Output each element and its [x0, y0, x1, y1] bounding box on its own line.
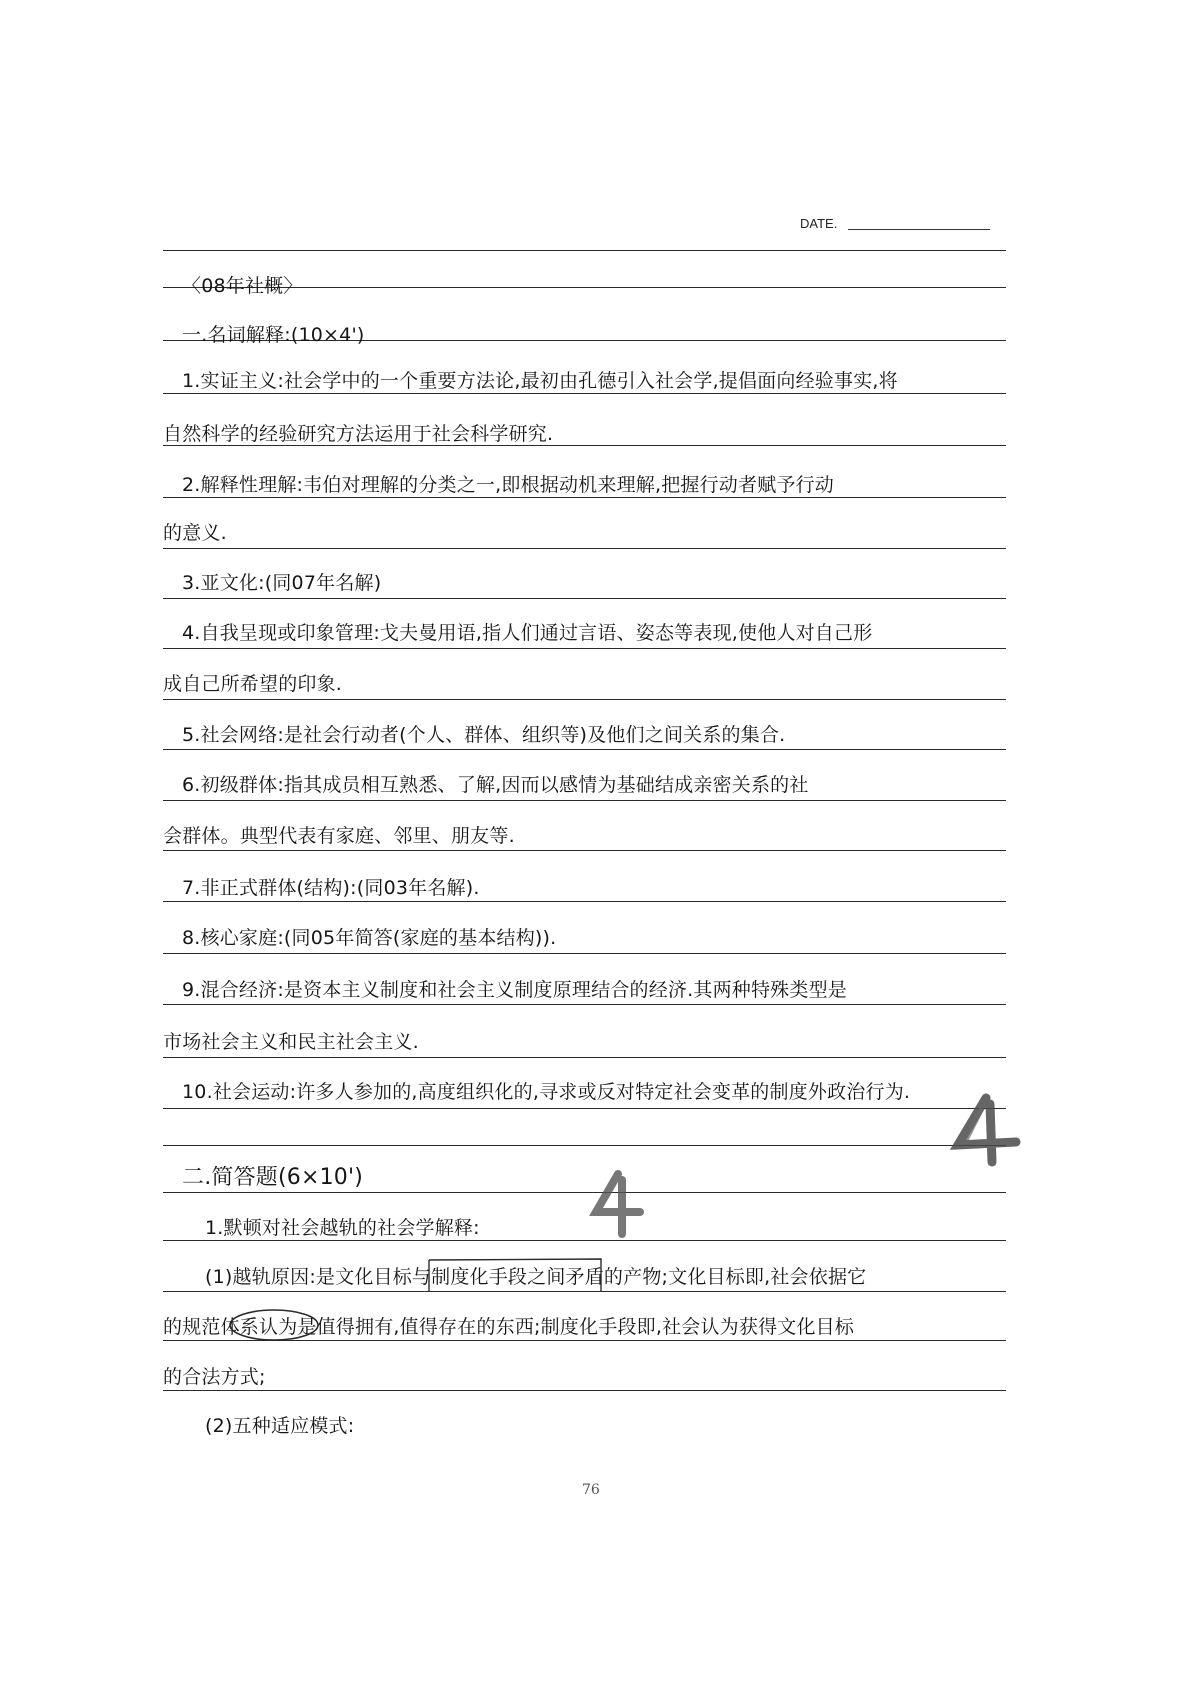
grade-mark-4-icon [582, 1168, 648, 1240]
note-line: 4.自我呈现或印象管理:戈夫曼用语,指人们通过言语、姿态等表现,使他人对自己形 [182, 622, 873, 644]
ruled-line [163, 548, 1006, 549]
ruled-line [163, 250, 1006, 251]
note-line: 10.社会运动:许多人参加的,高度组织化的,寻求或反对特定社会变革的制度外政治行为. [182, 1081, 911, 1103]
note-line: 7.非正式群体(结构):(同03年名解). [182, 877, 480, 899]
page-number: 76 [582, 1482, 600, 1498]
date-label: DATE. [800, 216, 838, 231]
date-line [848, 229, 990, 230]
ruled-line [163, 901, 1006, 902]
note-line: 的合法方式; [163, 1366, 266, 1388]
ruled-line [163, 800, 1006, 801]
note-line: 6.初级群体:指其成员相互熟悉、了解,因而以感情为基础结成亲密关系的社 [182, 774, 809, 796]
question-heading: 1.默顿对社会越轨的社会学解释: [205, 1217, 480, 1239]
ruled-line [163, 1145, 1006, 1146]
notes-title: 〈08年社概〉 [182, 275, 303, 297]
note-line: (2)五种适应模式: [205, 1415, 355, 1437]
ruled-line [163, 749, 1006, 750]
note-line: 1.实证主义:社会学中的一个重要方法论,最初由孔德引入社会学,提倡面向经验事实,将 [182, 370, 898, 392]
note-line: 市场社会主义和民主社会主义. [163, 1031, 419, 1053]
note-line: 5.社会网络:是社会行动者(个人、群体、组织等)及他们之间关系的集合. [182, 724, 786, 746]
box-annotation [425, 1256, 605, 1296]
ruled-line [163, 1057, 1006, 1058]
ruled-line [163, 850, 1006, 851]
note-line: (1)越轨原因:是文化目标与制度化手段之间矛盾的产物;文化目标即,社会依据它 [205, 1266, 867, 1288]
ruled-line [163, 1004, 1006, 1005]
ruled-line [163, 1390, 1006, 1391]
circle-annotation [226, 1305, 322, 1345]
ruled-line [163, 1240, 1006, 1241]
note-line: 的规范体系认为是值得拥有,值得存在的东西;制度化手段即,社会认为获得文化目标 [163, 1316, 855, 1338]
ruled-line [163, 598, 1006, 599]
section-heading: 一.名词解释:(10×4') [182, 324, 365, 346]
ruled-line [163, 1108, 1006, 1109]
ruled-line [163, 648, 1006, 649]
note-line: 8.核心家庭:(同05年简答(家庭的基本结构)). [182, 927, 557, 949]
ruled-line [163, 393, 1006, 394]
ruled-line [163, 699, 1006, 700]
ruled-line [163, 497, 1006, 498]
note-line: 2.解释性理解:韦伯对理解的分类之一,即根据动机来理解,把握行动者赋予行动 [182, 474, 835, 496]
grade-mark-4-icon [946, 1090, 1026, 1170]
section-heading: 二.简答题(6×10') [182, 1166, 364, 1190]
note-line: 的意义. [163, 522, 227, 544]
note-line: 成自己所希望的印象. [163, 673, 343, 695]
note-line: 9.混合经济:是资本主义制度和社会主义制度原理结合的经济.其两种特殊类型是 [182, 979, 847, 1001]
note-line: 会群体。典型代表有家庭、邻里、朋友等. [163, 825, 515, 847]
note-line: 自然科学的经验研究方法运用于社会科学研究. [163, 423, 554, 445]
note-line: 3.亚文化:(同07年名解) [182, 572, 382, 594]
ruled-line [163, 953, 1006, 954]
